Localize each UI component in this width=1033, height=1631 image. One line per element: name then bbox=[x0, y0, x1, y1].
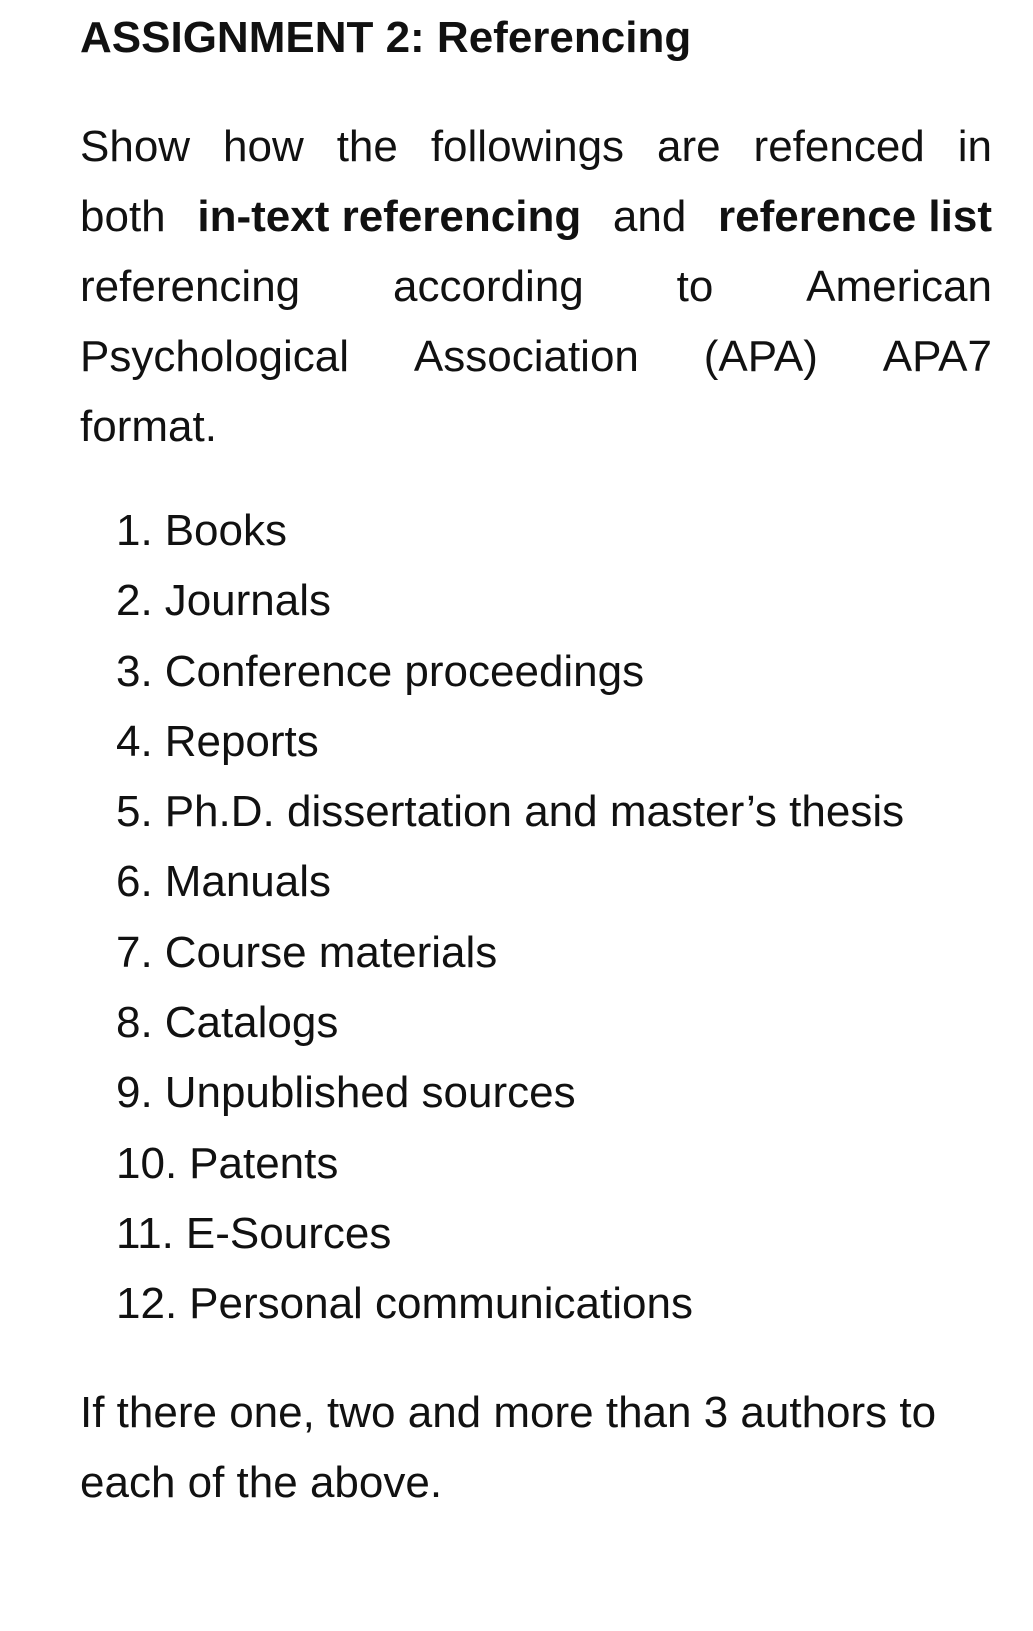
bold-term-reference-list: reference list bbox=[718, 192, 992, 241]
word: in bbox=[957, 122, 992, 171]
word: followings bbox=[430, 122, 625, 171]
instructions-line-5: format. bbox=[80, 402, 217, 451]
list-number: 4. bbox=[116, 716, 153, 766]
list-item bbox=[116, 637, 904, 707]
instructions-line-2 bbox=[80, 182, 992, 252]
word: (APA) bbox=[703, 332, 818, 381]
list-item bbox=[116, 1269, 904, 1339]
list-item bbox=[116, 566, 904, 636]
list-item-label: Reports bbox=[164, 716, 319, 766]
list-item-label: Books bbox=[164, 506, 287, 555]
list-item-label: Personal communications bbox=[189, 1279, 693, 1329]
word: Show bbox=[80, 122, 191, 171]
list-item-label: Conference proceedings bbox=[164, 646, 645, 696]
list-number: 11. bbox=[116, 1208, 174, 1258]
word: Psychological bbox=[80, 332, 350, 381]
word: are bbox=[657, 122, 721, 171]
reference-types-list bbox=[116, 496, 904, 1340]
list-item-label: Ph.D. dissertation and master’s thesis bbox=[164, 787, 905, 837]
word: the bbox=[336, 122, 398, 171]
word: American bbox=[806, 262, 992, 311]
word: Association bbox=[413, 332, 639, 381]
word: both bbox=[80, 192, 166, 241]
list-number: 12. bbox=[116, 1279, 178, 1329]
word: refenced bbox=[753, 122, 925, 171]
list-number: 10. bbox=[116, 1138, 178, 1188]
bold-term-in-text-referencing: in-text referencing bbox=[197, 192, 582, 241]
list-number: 8. bbox=[116, 998, 153, 1048]
list-item bbox=[116, 918, 904, 988]
word: how bbox=[223, 122, 304, 171]
list-item-label: Journals bbox=[164, 576, 332, 626]
instructions-line-3 bbox=[80, 252, 992, 322]
list-number: 2. bbox=[116, 576, 153, 626]
list-number: 3. bbox=[116, 646, 153, 696]
list-item bbox=[116, 1129, 904, 1199]
list-item-label: Catalogs bbox=[164, 998, 339, 1048]
list-item-label: Patents bbox=[189, 1138, 339, 1188]
list-item bbox=[116, 1199, 904, 1269]
list-item-label: Manuals bbox=[164, 857, 332, 907]
word: referencing bbox=[80, 262, 301, 311]
list-item bbox=[116, 988, 904, 1058]
word: according bbox=[392, 262, 584, 311]
instructions-line-4 bbox=[80, 322, 992, 392]
instructions-paragraph bbox=[80, 112, 992, 462]
word: and bbox=[612, 192, 687, 241]
list-number: 5. bbox=[116, 787, 153, 837]
closing-paragraph bbox=[80, 1378, 992, 1518]
list-item bbox=[116, 496, 904, 566]
closing-line-1: If there one, two and more than 3 authors to bbox=[80, 1388, 937, 1437]
list-number: 1. bbox=[116, 506, 153, 555]
word: APA7 bbox=[882, 332, 992, 381]
list-item bbox=[116, 777, 904, 847]
closing-line-2: each of the above. bbox=[80, 1458, 443, 1507]
list-number: 6. bbox=[116, 857, 153, 907]
word: to bbox=[676, 262, 714, 311]
instructions-line-1 bbox=[80, 112, 992, 182]
list-item bbox=[116, 707, 904, 777]
list-item-label: Course materials bbox=[164, 927, 498, 977]
list-number: 7. bbox=[116, 927, 153, 977]
list-item bbox=[116, 1058, 904, 1128]
list-item-label: Unpublished sources bbox=[164, 1068, 576, 1118]
list-item-label: E-Sources bbox=[185, 1208, 392, 1258]
list-item bbox=[116, 847, 904, 917]
assignment-title: ASSIGNMENT 2: Referencing bbox=[80, 13, 692, 62]
list-number: 9. bbox=[116, 1068, 153, 1118]
